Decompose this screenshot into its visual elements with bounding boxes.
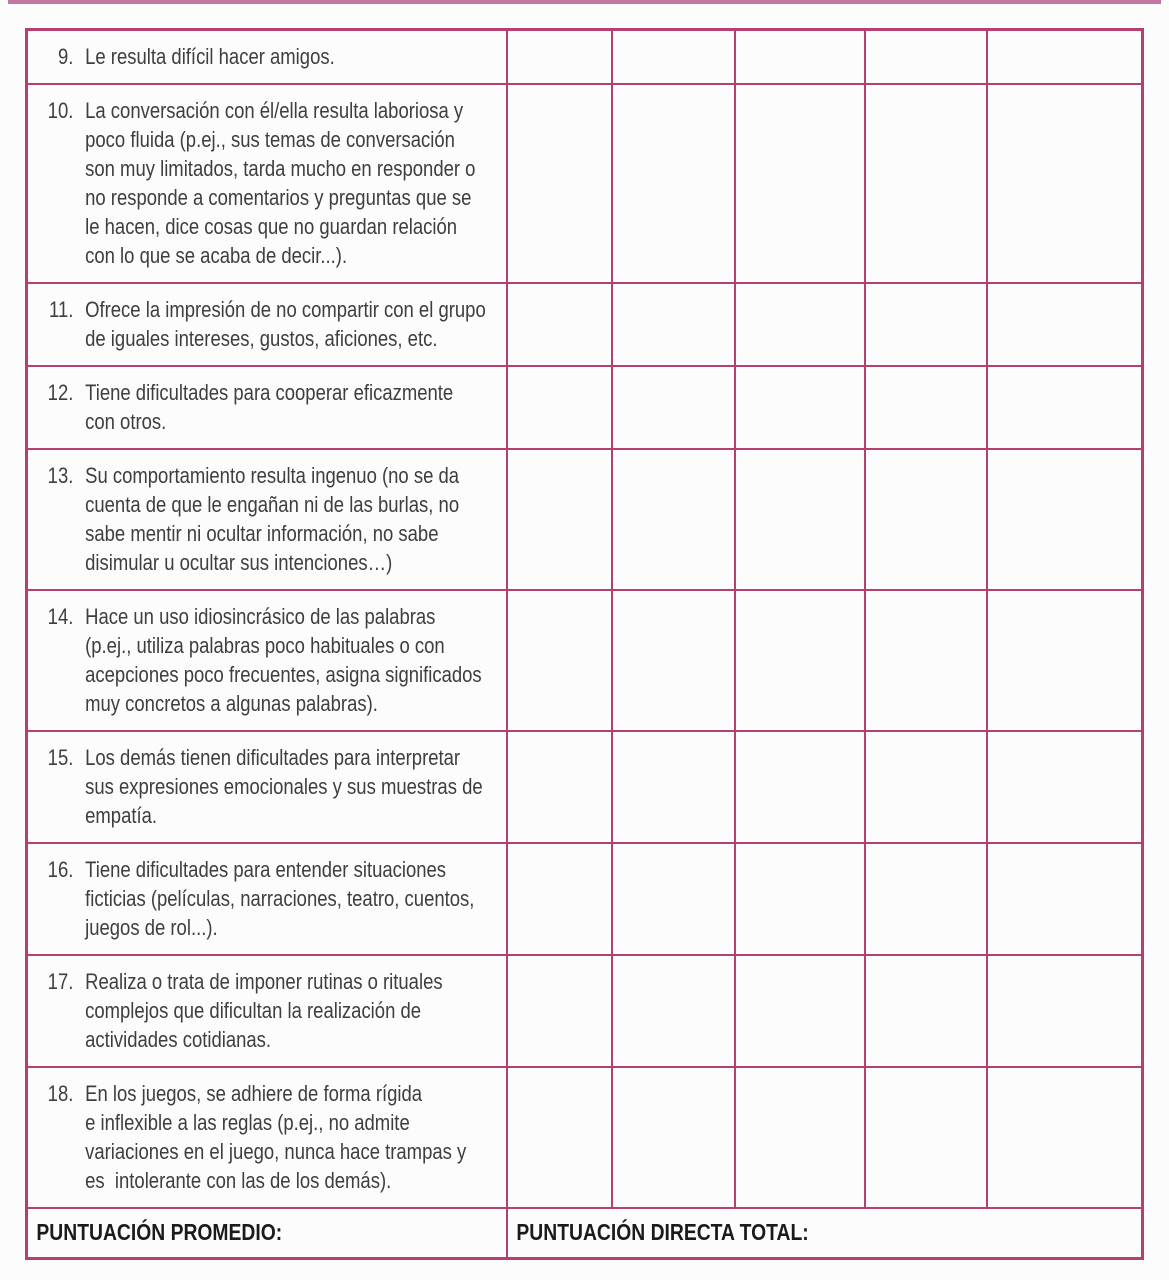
score-cell[interactable] <box>735 84 865 283</box>
item-text-line: Tiene dificultades para entender situaciones <box>85 857 447 882</box>
score-cell[interactable] <box>735 843 865 955</box>
item-text-line: le hacen, dice cosas que no guardan relación <box>85 214 458 239</box>
item-cell <box>27 1067 507 1208</box>
score-cell[interactable] <box>735 731 865 843</box>
score-cell[interactable] <box>865 843 987 955</box>
score-cell[interactable] <box>507 955 612 1067</box>
item-number: 16. <box>47 857 74 882</box>
score-cell[interactable] <box>612 30 735 85</box>
total-score-cell[interactable] <box>507 1208 1143 1259</box>
item-content <box>28 31 429 83</box>
item-text <box>85 602 482 718</box>
item-number: 13. <box>47 463 74 488</box>
item-text <box>85 1079 466 1195</box>
score-cell[interactable] <box>735 366 865 449</box>
total-score-label: PUNTUACIÓN DIRECTA TOTAL: <box>515 1219 809 1245</box>
table-row <box>27 590 1143 731</box>
item-text-line: no responde a comentarios y preguntas que se <box>85 185 472 210</box>
item-cell <box>27 955 507 1067</box>
score-cell[interactable] <box>612 731 735 843</box>
score-cell[interactable] <box>735 449 865 590</box>
score-cell[interactable] <box>612 366 735 449</box>
item-cell <box>27 843 507 955</box>
item-text-line: es intolerante con las de los demás). <box>85 1168 392 1193</box>
score-cell[interactable] <box>735 30 865 85</box>
score-cell[interactable] <box>612 955 735 1067</box>
table-row <box>27 30 1143 85</box>
item-content <box>28 844 475 954</box>
score-cell[interactable] <box>507 1067 612 1208</box>
score-cell[interactable] <box>612 590 735 731</box>
item-text-line: juegos de rol...). <box>85 915 218 940</box>
item-text-line: sus expresiones emocionales y sus muestras de <box>85 774 483 799</box>
score-cell[interactable] <box>507 731 612 843</box>
item-cell <box>27 84 507 283</box>
item-text-line: (p.ej., utiliza palabras poco habituales o con <box>85 633 445 658</box>
score-cell[interactable] <box>987 283 1143 366</box>
score-cell[interactable] <box>865 84 987 283</box>
item-cell <box>27 283 507 366</box>
questionnaire-table <box>25 28 1144 1260</box>
item-cell <box>27 30 507 85</box>
item-text-line: sabe mentir ni ocultar información, no sabe <box>85 521 439 546</box>
item-text <box>85 96 475 270</box>
item-number: 10. <box>47 98 74 123</box>
score-cell[interactable] <box>865 590 987 731</box>
item-text-line: disimular u ocultar sus intenciones…) <box>85 550 393 575</box>
table-row <box>27 449 1143 590</box>
score-cell[interactable] <box>507 366 612 449</box>
item-text-line: variaciones en el juego, nunca hace trampas y <box>85 1139 467 1164</box>
score-cell[interactable] <box>865 731 987 843</box>
item-content <box>28 85 476 282</box>
item-text <box>85 855 474 942</box>
item-text-line: Los demás tienen dificultades para interpretar <box>85 745 461 770</box>
score-cell[interactable] <box>612 1067 735 1208</box>
score-cell[interactable] <box>987 731 1143 843</box>
item-number: 14. <box>47 604 74 629</box>
score-cell[interactable] <box>865 449 987 590</box>
item-text <box>85 743 483 830</box>
score-cell[interactable] <box>507 84 612 283</box>
table-row <box>27 366 1143 449</box>
item-text-line: ficticias (películas, narraciones, teatro, cuentos, <box>85 886 475 911</box>
item-cell <box>27 731 507 843</box>
item-cell <box>27 449 507 590</box>
item-text-line: con otros. <box>85 409 167 434</box>
table-row <box>27 955 1143 1067</box>
item-text-line: muy concretos a algunas palabras). <box>85 691 378 716</box>
item-text-line: Le resulta difícil hacer amigos. <box>85 44 335 69</box>
table-row <box>27 84 1143 283</box>
score-cell[interactable] <box>612 843 735 955</box>
score-cell[interactable] <box>987 449 1143 590</box>
score-cell[interactable] <box>987 955 1143 1067</box>
score-cell[interactable] <box>987 843 1143 955</box>
item-text-line: complejos que dificultan la realización de <box>85 998 422 1023</box>
item-content <box>28 1068 467 1207</box>
item-text <box>85 967 442 1054</box>
score-cell[interactable] <box>865 1067 987 1208</box>
item-text-line: con lo que se acaba de decir...). <box>85 243 348 268</box>
item-number: 17. <box>47 969 74 994</box>
item-text-line: poco fluida (p.ej., sus temas de conversación <box>85 127 455 152</box>
item-text <box>85 42 335 71</box>
item-number: 12. <box>47 380 74 405</box>
item-content <box>28 591 482 730</box>
item-text <box>85 295 486 353</box>
item-text-line: Realiza o trata de imponer rutinas o rituales <box>85 969 443 994</box>
item-text-line: En los juegos, se adhiere de forma rígida <box>85 1081 423 1106</box>
item-cell <box>27 590 507 731</box>
item-content <box>28 956 443 1066</box>
item-content <box>28 367 454 448</box>
score-cell[interactable] <box>507 843 612 955</box>
item-text <box>85 378 453 436</box>
top-rule <box>8 0 1161 4</box>
item-text-line: actividades cotidianas. <box>85 1027 272 1052</box>
score-cell[interactable] <box>507 449 612 590</box>
item-number: 18. <box>47 1081 74 1106</box>
score-cell[interactable] <box>612 84 735 283</box>
item-text-line: son muy limitados, tarda mucho en responder o <box>85 156 476 181</box>
score-cell[interactable] <box>507 30 612 85</box>
table-row <box>27 1067 1143 1208</box>
table-row <box>27 843 1143 955</box>
table-row <box>27 731 1143 843</box>
item-text-line: cuenta de que le engañan ni de las burlas, no <box>85 492 460 517</box>
footer-row <box>27 1208 1143 1259</box>
score-cell[interactable] <box>987 84 1143 283</box>
item-text-line: e inflexible a las reglas (p.ej., no admite <box>85 1110 410 1135</box>
score-cell[interactable] <box>735 590 865 731</box>
item-content <box>28 450 460 589</box>
score-cell[interactable] <box>735 1067 865 1208</box>
score-cell[interactable] <box>987 590 1143 731</box>
score-cell[interactable] <box>865 366 987 449</box>
item-text-line: Ofrece la impresión de no compartir con el grupo <box>85 297 486 322</box>
item-content <box>28 284 486 365</box>
item-text <box>85 461 459 577</box>
score-cell[interactable] <box>735 283 865 366</box>
item-number: 9. <box>57 44 74 69</box>
score-cell[interactable] <box>865 30 987 85</box>
score-cell[interactable] <box>987 366 1143 449</box>
score-cell[interactable] <box>612 449 735 590</box>
score-cell[interactable] <box>507 283 612 366</box>
item-number: 15. <box>47 745 74 770</box>
average-score-label: PUNTUACIÓN PROMEDIO: <box>36 1219 283 1245</box>
score-cell[interactable] <box>865 283 987 366</box>
item-text-line: La conversación con él/ella resulta laboriosa y <box>85 98 464 123</box>
item-number: 11. <box>49 297 74 322</box>
item-text-line: de iguales intereses, gustos, aficiones, etc. <box>85 326 438 351</box>
score-cell[interactable] <box>735 955 865 1067</box>
score-cell[interactable] <box>987 30 1143 85</box>
score-cell[interactable] <box>987 1067 1143 1208</box>
item-text-line: empatía. <box>85 803 158 828</box>
item-text-line: Hace un uso idiosincrásico de las palabras <box>85 604 436 629</box>
item-cell <box>27 366 507 449</box>
item-text-line: acepciones poco frecuentes, asigna significados <box>85 662 482 687</box>
table-row <box>27 283 1143 366</box>
score-cell[interactable] <box>612 283 735 366</box>
score-cell[interactable] <box>865 955 987 1067</box>
score-cell[interactable] <box>507 590 612 731</box>
item-text-line: Su comportamiento resulta ingenuo (no se da <box>85 463 460 488</box>
item-text-line: Tiene dificultades para cooperar eficazmente <box>85 380 454 405</box>
item-content <box>28 732 483 842</box>
average-score-cell[interactable] <box>27 1208 507 1259</box>
